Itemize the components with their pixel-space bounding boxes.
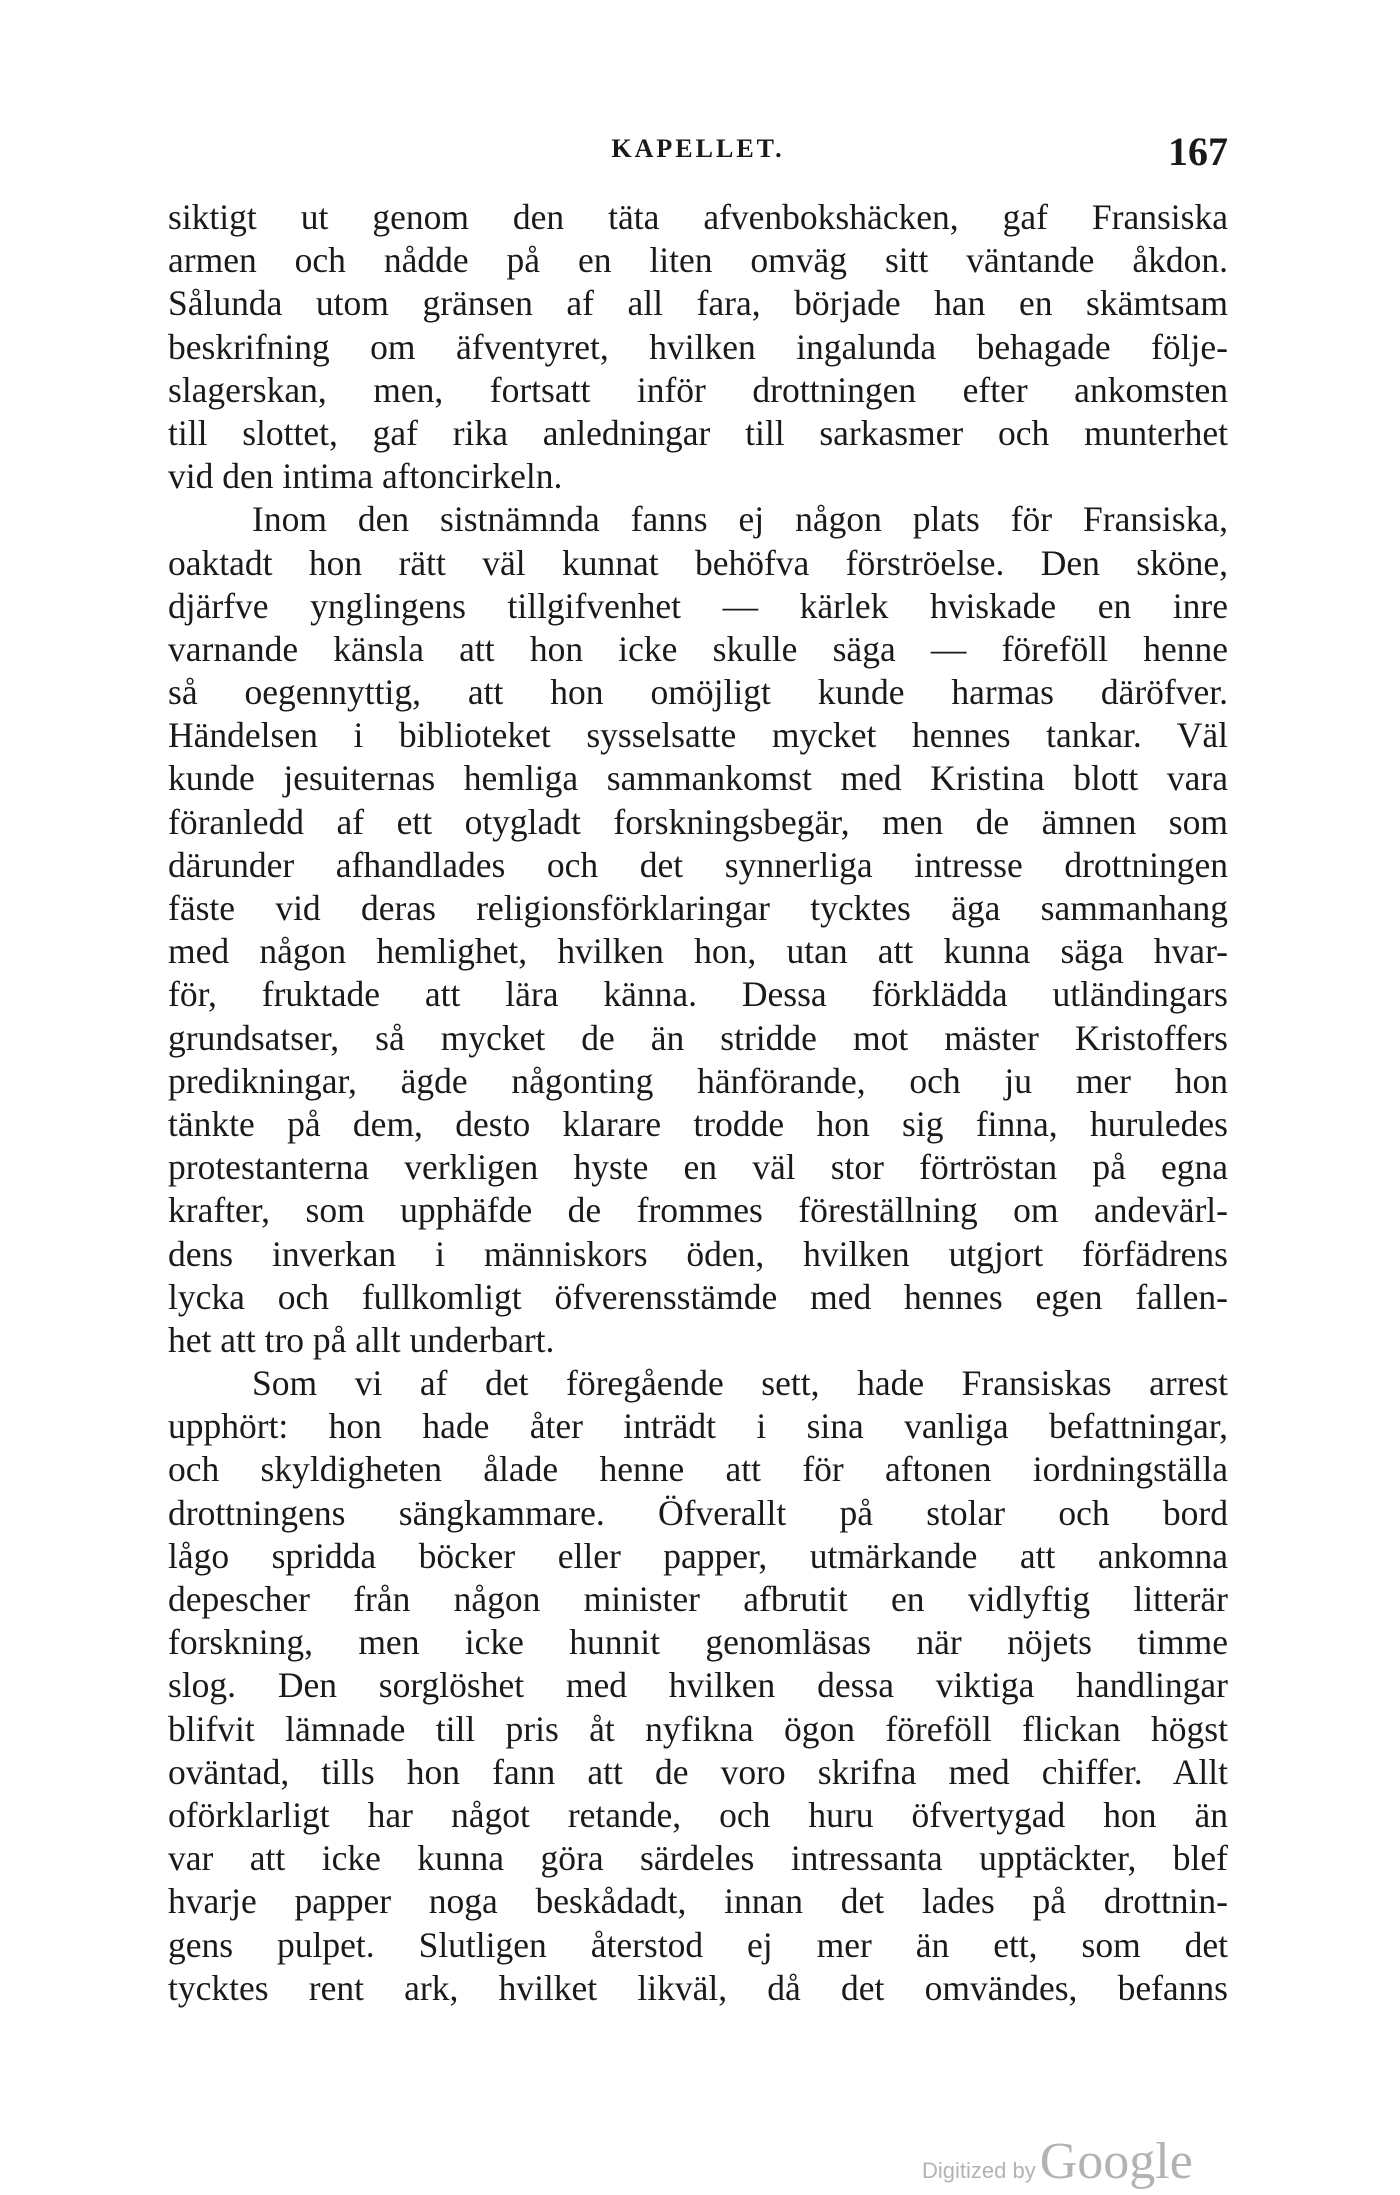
page-number: 167 xyxy=(1168,129,1228,174)
text-line: grundsatser, så mycket de än stridde mot mäster Kristoffers xyxy=(168,1017,1228,1058)
text-line: till slottet, gaf rika anledningar till sarkasmer och munterhet xyxy=(168,412,1228,453)
text-line: djärfve ynglingens tillgifvenhet — kärlek hviskade en inre xyxy=(168,585,1228,626)
text-line: Händelsen i biblioteket sysselsatte mycket hennes tankar. Väl xyxy=(168,715,1228,756)
text-line: beskrifning om äfventyret, hvilken ingalunda behagade följe- xyxy=(168,326,1228,367)
body-text xyxy=(168,196,1228,2010)
text-line: upphört: hon hade åter inträdt i sina vanliga befattningar, xyxy=(168,1406,1228,1447)
text-line: protestanterna verkligen hyste en väl stor förtröstan på egna xyxy=(168,1147,1228,1188)
text-line: blifvit lämnade till pris åt nyfikna ögon föreföll flickan högst xyxy=(168,1708,1228,1749)
text-line: slagerskan, men, fortsatt inför drottningen efter ankomsten xyxy=(168,369,1228,410)
running-title: KAPELLET. xyxy=(611,134,785,163)
text-line: Sålunda utom gränsen af all fara, började han en skämtsam xyxy=(168,283,1228,324)
watermark-brand: Google xyxy=(1039,2133,1193,2190)
text-line: slog. Den sorglöshet med hvilken dessa viktiga handlingar xyxy=(168,1665,1228,1706)
text-line: hvarje papper noga beskådadt, innan det lades på drottnin- xyxy=(168,1881,1228,1922)
text-line: kunde jesuiternas hemliga sammankomst med Kristina blott vara xyxy=(168,758,1228,799)
watermark-prefix: Digitized by xyxy=(922,2158,1036,2183)
text-line: med någon hemlighet, hvilken hon, utan att kunna säga hvar- xyxy=(168,931,1228,972)
text-line: oförklarligt har något retande, och huru öfvertygad hon än xyxy=(168,1794,1228,1835)
text-line: föranledd af ett otygladt forskningsbegär, men de ämnen som xyxy=(168,801,1228,842)
text-line: siktigt ut genom den täta afvenbokshäcken, gaf Fransiska xyxy=(168,197,1228,237)
text-line: het att tro på allt underbart. xyxy=(168,1319,555,1360)
text-line: dens inverkan i människors öden, hvilken utgjort förfädrens xyxy=(168,1233,1228,1274)
text-line: krafter, som upphäfde de frommes föreställning om andevärl- xyxy=(168,1190,1228,1231)
text-line: var att icke kunna göra särdeles intressanta upptäckter, blef xyxy=(168,1838,1228,1879)
running-head xyxy=(168,128,1228,178)
text-line: armen och nådde på en liten omväg sitt väntande åkdon. xyxy=(168,240,1228,281)
text-line: oaktadt hon rätt väl kunnat behöfva förströelse. Den sköne, xyxy=(168,542,1228,583)
text-line: Som vi af det föregående sett, hade Fransiskas arrest xyxy=(252,1363,1228,1404)
text-line: lågo spridda böcker eller papper, utmärkande att ankomna xyxy=(168,1535,1228,1576)
text-line: lycka och fullkomligt öfverensstämde med hennes egen fallen- xyxy=(168,1276,1228,1317)
text-line: varnande känsla att hon icke skulle säga — föreföll henne xyxy=(168,628,1228,669)
text-line: och skyldigheten ålade henne att för aftonen iordningställa xyxy=(168,1449,1228,1490)
text-line: forskning, men icke hunnit genomläsas när nöjets timme xyxy=(168,1622,1228,1663)
text-line: oväntad, tills hon fann att de voro skrifna med chiffer. Allt xyxy=(168,1751,1228,1792)
text-line: tänkte på dem, desto klarare trodde hon sig finna, huruledes xyxy=(168,1103,1228,1144)
text-line: så oegennyttig, att hon omöjligt kunde harmas däröfver. xyxy=(168,672,1228,713)
text-line: tycktes rent ark, hvilket likväl, då det omvändes, befanns xyxy=(168,1967,1228,2008)
text-line: gens pulpet. Slutligen återstod ej mer än ett, som det xyxy=(168,1924,1228,1965)
text-line: depescher från någon minister afbrutit en vidlyftig litterär xyxy=(168,1579,1228,1619)
text-line: vid den intima aftoncirkeln. xyxy=(168,456,563,497)
text-line: Inom den sistnämnda fanns ej någon plats för Fransiska, xyxy=(252,499,1228,540)
text-line: för, fruktade att lära känna. Dessa förklädda utländingars xyxy=(168,974,1228,1015)
text-line: därunder afhandlades och det synnerliga intresse drottningen xyxy=(168,844,1228,885)
text-line: predikningar, ägde någonting hänförande, och ju mer hon xyxy=(168,1060,1228,1101)
text-line: fäste vid deras religionsförklaringar tycktes äga sammanhang xyxy=(168,888,1228,928)
digitized-watermark xyxy=(922,2132,1193,2191)
text-line: drottningens sängkammare. Öfverallt på stolar och bord xyxy=(168,1492,1228,1533)
